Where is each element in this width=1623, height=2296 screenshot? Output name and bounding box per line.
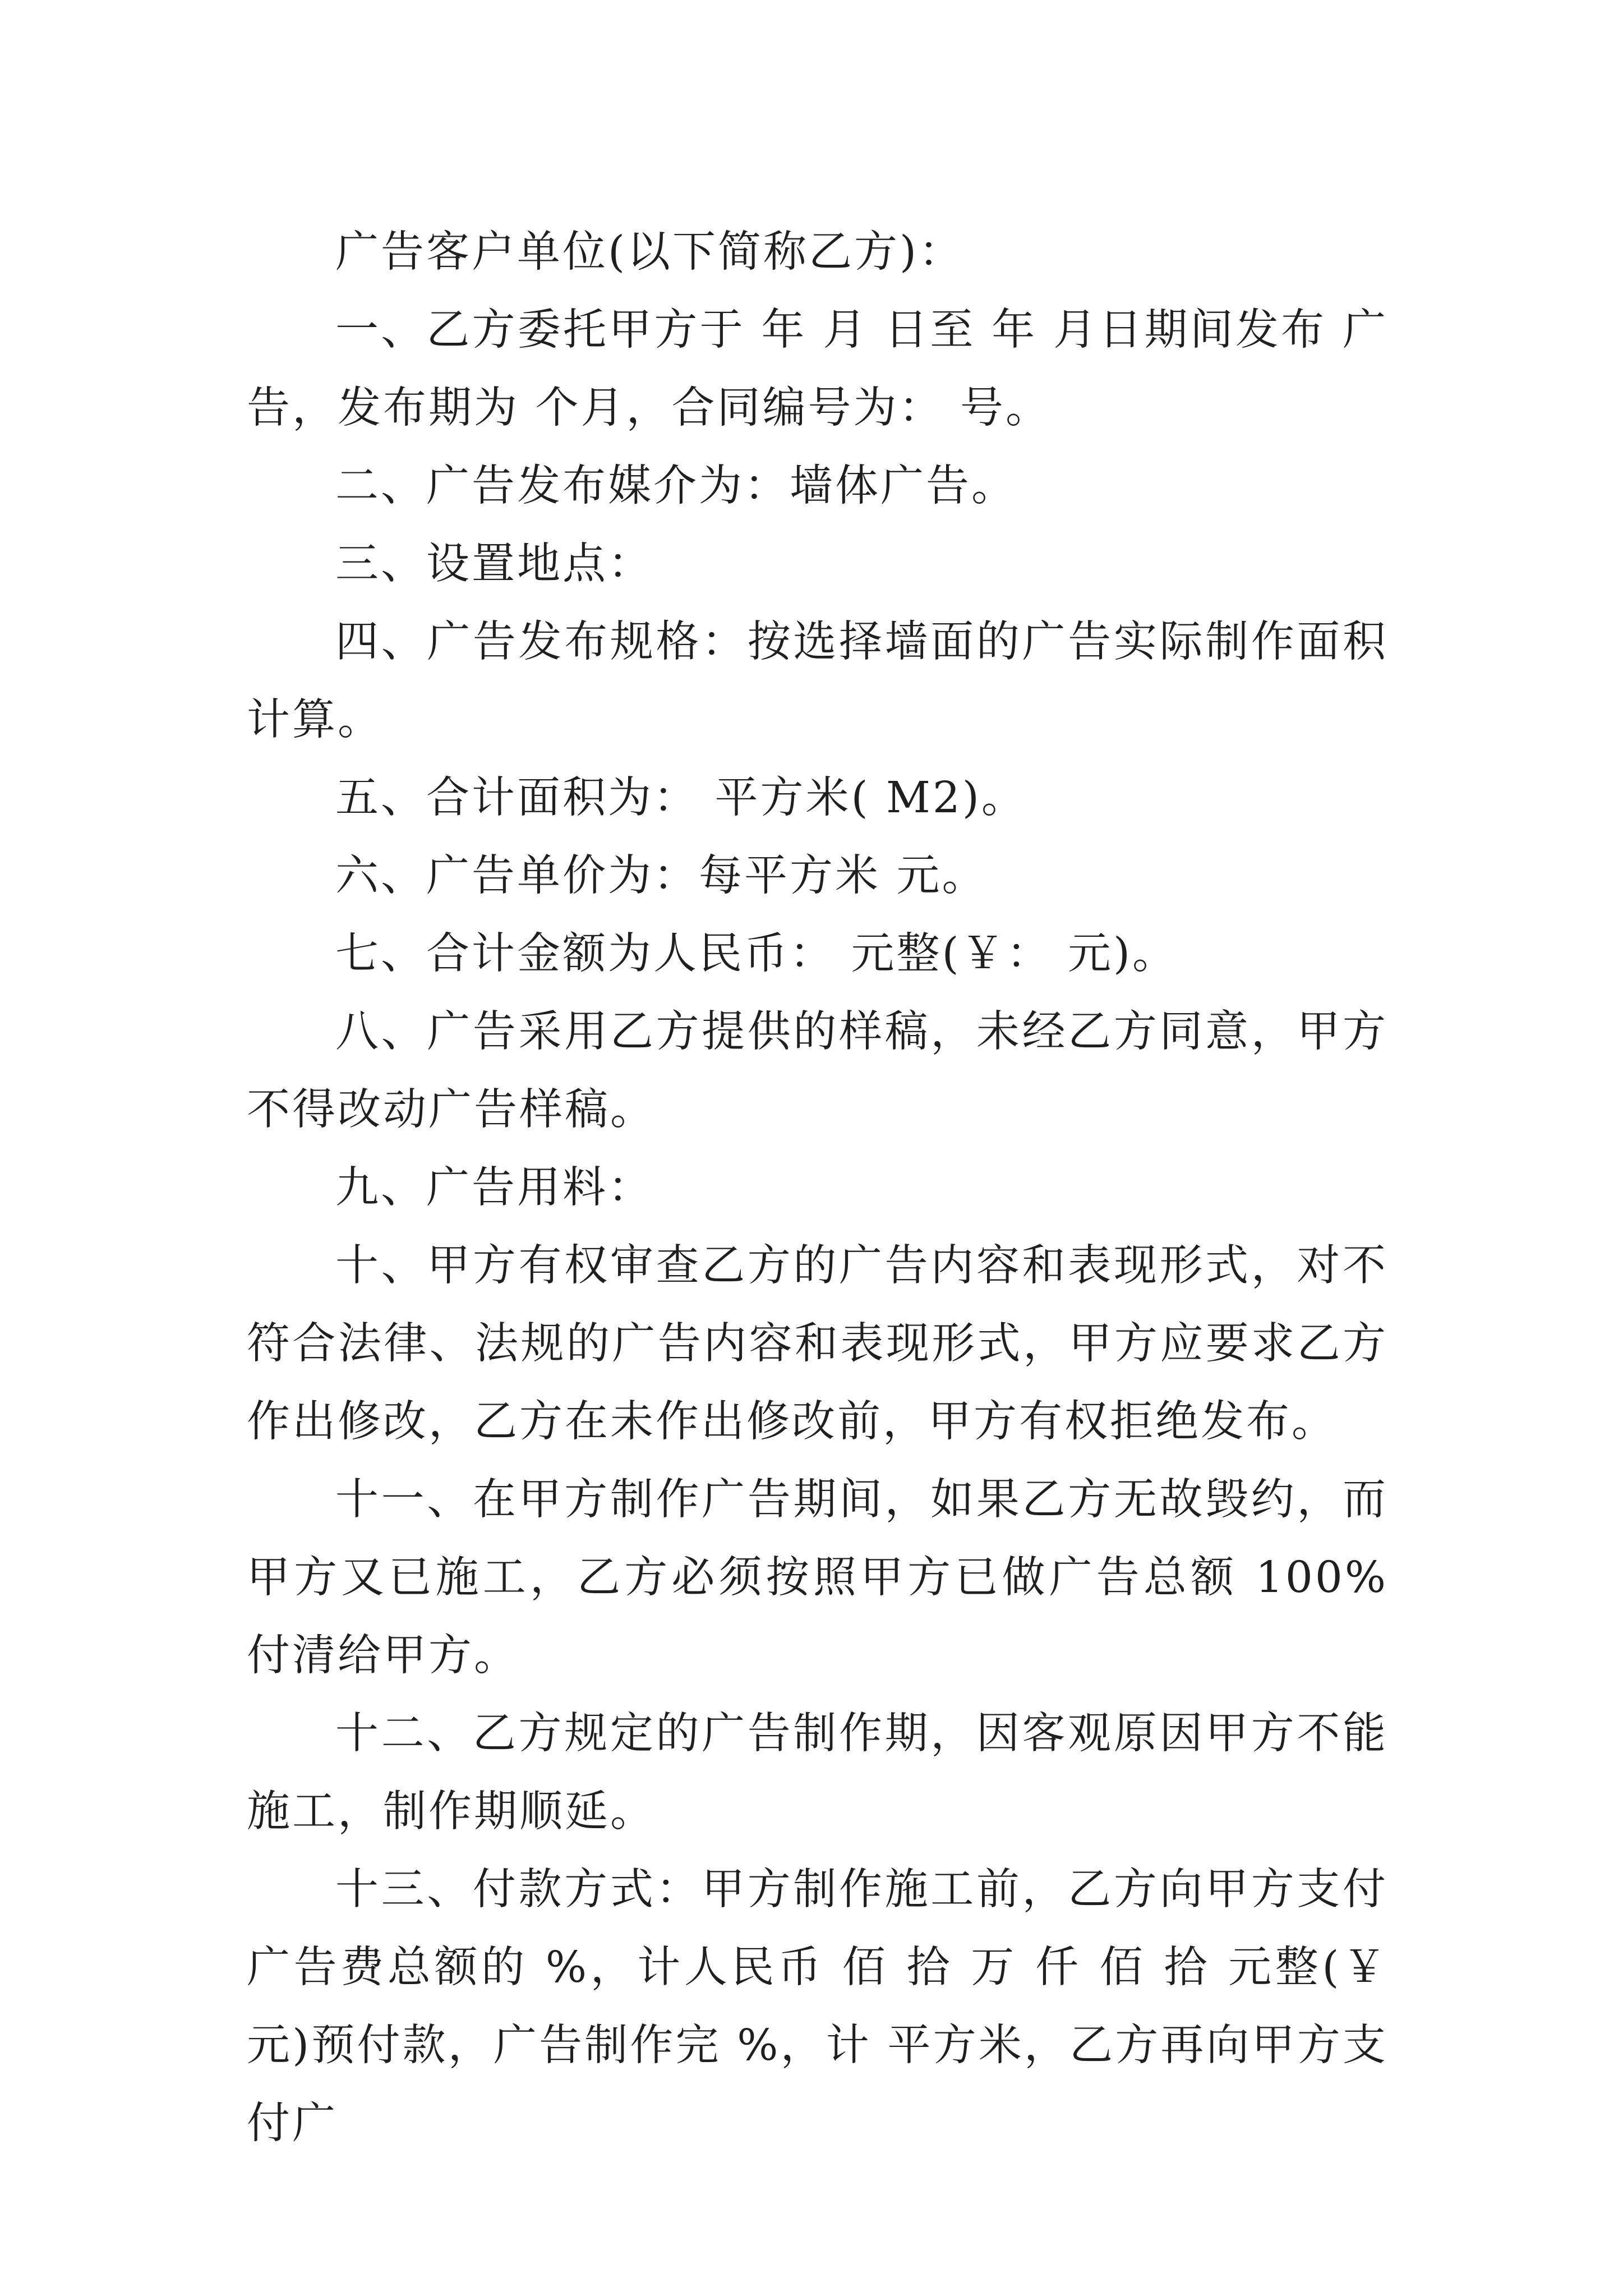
clause-8-draft: 八、广告采用乙方提供的样稿，未经乙方同意，甲方不得改动广告样稿。 xyxy=(247,1007,1388,1135)
paragraph-client-unit: 广告客户单位(以下简称乙方)： xyxy=(335,227,965,277)
document-body xyxy=(247,213,1388,2162)
clause-2-media: 二、广告发布媒介为：墙体广告。 xyxy=(335,461,1017,511)
clause-13-payment: 十三、付款方式：甲方制作施工前，乙方向甲方支付广告费总额的 %，计人民币 佰 拾 万 仟 佰 拾 元整(￥ 元)预付款，广告制作完 %，计 平方米，乙方再向甲方支付广 xyxy=(247,1865,1388,2148)
clause-11-breach: 十一、在甲方制作广告期间，如果乙方无故毁约，而甲方又已施工，乙方必须按照甲方已做广告总额 100%付清给甲方。 xyxy=(247,1475,1388,1681)
clause-10-review-rights: 十、甲方有权审查乙方的广告内容和表现形式，对不符合法律、法规的广告内容和表现形式，甲方应要求乙方作出修改，乙方在未作出修改前，甲方有权拒绝发布。 xyxy=(247,1241,1388,1447)
clause-1-publish-period: 一、乙方委托甲方于 年 月 日至 年 月日期间发布 广告，发布期为 个月，合同编号为： 号。 xyxy=(247,305,1388,433)
clause-7-total-amount: 七、合计金额为人民币： 元整(￥： 元)。 xyxy=(335,929,1178,979)
clause-12-production-period: 十二、乙方规定的广告制作期，因客观原因甲方不能施工，制作期顺延。 xyxy=(247,1709,1388,1837)
clause-9-materials: 九、广告用料： xyxy=(335,1163,653,1213)
clause-4-specification: 四、广告发布规格：按选择墙面的广告实际制作面积计算。 xyxy=(247,617,1388,745)
clause-6-unit-price: 六、广告单价为：每平方米 元。 xyxy=(335,851,988,901)
clause-3-location: 三、设置地点： xyxy=(335,539,653,589)
clause-5-total-area: 五、合计面积为： 平方米( M2)。 xyxy=(335,773,1027,823)
